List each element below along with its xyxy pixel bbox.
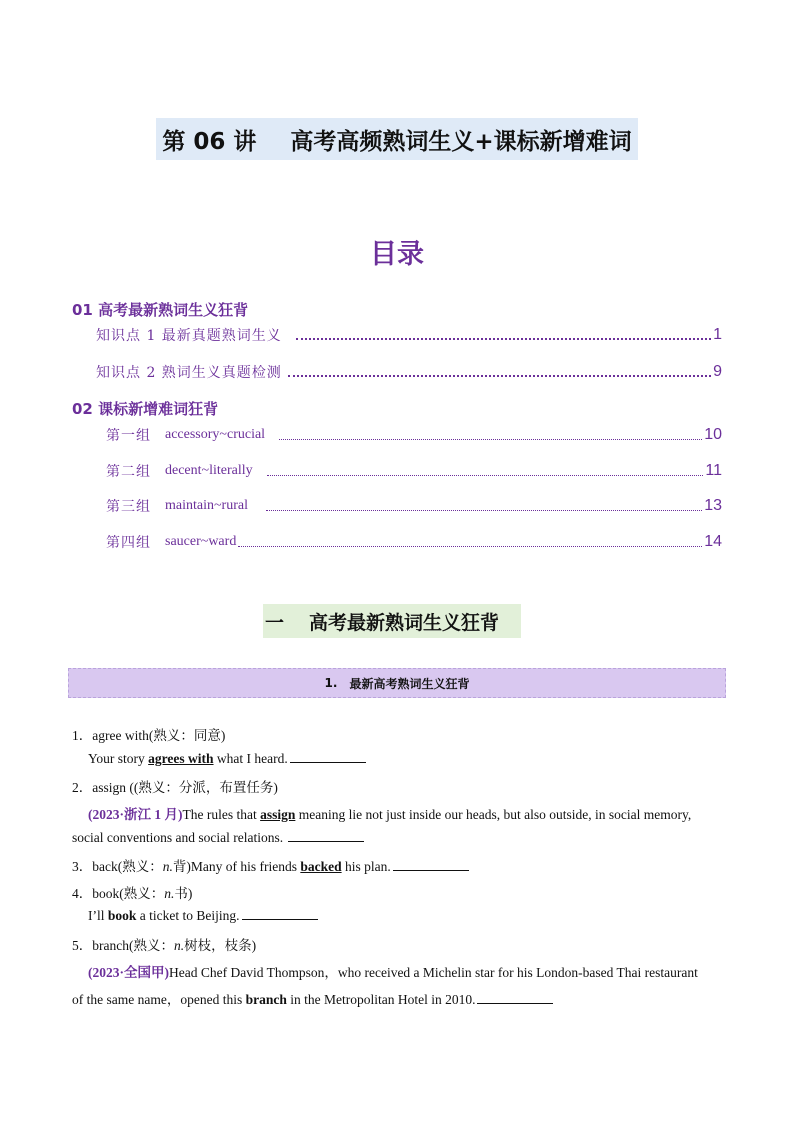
example-text: The rules that (182, 807, 261, 822)
answer-blank[interactable] (290, 761, 366, 763)
toc-entry-label: 知识点 1 最新真题熟词生义 (96, 328, 282, 344)
toc-entry-range: decent~literally (165, 463, 253, 478)
item-1-heading: 1．agree with(熟义：同意) (72, 728, 226, 743)
toc-entry[interactable] (106, 495, 722, 517)
part-of-speech: n. (162, 859, 173, 874)
toc-entry[interactable] (96, 324, 722, 346)
toc-entry-label: 第二组 (106, 464, 151, 480)
example-text: I’ll (88, 908, 108, 923)
part-title: 高考最新熟词生义狂背 (309, 611, 500, 634)
item-5-example (88, 961, 698, 981)
toc-entry-range: maintain~rural (165, 498, 248, 513)
example-text: a ticket to Beijing. (136, 908, 240, 923)
toc-entry-range: saucer~ward (165, 534, 237, 549)
item-2-heading: 2．assign ((熟义：分派，布置任务) (72, 780, 278, 795)
toc-section-01[interactable]: 01 高考最新熟词生义狂背 (72, 301, 249, 319)
keyword: book (107, 908, 137, 923)
lecture-topic: 高考高频熟词生义+课标新增难词 (290, 128, 632, 155)
item-4-example (88, 908, 318, 924)
item-1-example (88, 751, 366, 767)
toc-entry-range: accessory~crucial (165, 427, 266, 442)
toc-entry-label: 第一组 (106, 428, 151, 444)
subsection-heading (68, 668, 726, 698)
example-text: Your story (88, 751, 149, 766)
example-text: Head Chef David Thompson，who received a Michelin star for his London-based Thai restaurant (169, 965, 698, 980)
toc-page-number: 10 (704, 426, 722, 443)
item-heading-text: 书) (174, 886, 193, 901)
lecture-title-band (156, 118, 638, 160)
toc-entry[interactable] (106, 531, 722, 553)
example-text: what I heard. (213, 751, 288, 766)
toc-leader-dots (267, 473, 704, 476)
item-heading-text: 3．back(熟义： (72, 859, 163, 874)
part-one-heading (263, 604, 521, 638)
answer-blank[interactable] (477, 1002, 553, 1004)
answer-blank[interactable] (393, 869, 469, 871)
keyword: agrees with (148, 751, 214, 766)
toc-heading: 目录 (370, 239, 424, 270)
example-text: social conventions and social relations. (72, 830, 287, 845)
example-text: in the Metropolitan Hotel in 2010. (286, 992, 476, 1007)
toc-section-02[interactable]: 02 课标新增难词狂背 (72, 400, 219, 418)
toc-entry[interactable] (96, 361, 722, 383)
lecture-number: 第 06 讲 (162, 128, 257, 155)
exam-source: (2023·全国甲) (88, 965, 169, 980)
item-2-example-cont (72, 830, 364, 846)
answer-blank[interactable] (242, 918, 318, 920)
toc-page-number: 9 (713, 363, 722, 380)
item-5-heading (72, 934, 256, 954)
item-5-example-cont (72, 988, 553, 1008)
item-heading-text: 5．branch(熟义： (72, 938, 174, 953)
example-text: his plan. (341, 859, 391, 874)
example-text: 背)Many of his friends (172, 859, 301, 874)
subsection-title: 最新高考熟词生义狂背 (349, 676, 470, 691)
part-of-speech: n. (164, 886, 175, 901)
toc-leader-dots (279, 437, 702, 440)
toc-leader-dots (266, 508, 702, 511)
keyword: backed (300, 859, 342, 874)
toc-page-number: 13 (704, 497, 722, 514)
item-heading-text: 树枝，枝条) (184, 938, 257, 953)
part-of-speech: n. (173, 938, 185, 953)
example-text: of the same name，opened this (72, 992, 246, 1007)
toc-page-number: 1 (713, 326, 722, 343)
keyword: assign (260, 807, 296, 822)
item-4-heading (72, 882, 192, 902)
toc-leader-dots (238, 544, 702, 547)
answer-blank[interactable] (288, 840, 364, 842)
toc-entry[interactable] (106, 424, 722, 446)
toc-entry[interactable] (106, 460, 722, 482)
toc-entry-label: 第四组 (106, 535, 151, 551)
toc-entry-label: 第三组 (106, 499, 151, 515)
item-2-example (88, 803, 691, 823)
toc-page-number: 14 (704, 533, 722, 550)
keyword: branch (245, 992, 287, 1007)
toc-leader-dots (296, 336, 711, 340)
part-number: 一 (265, 611, 285, 634)
toc-page-number: 11 (705, 462, 722, 479)
example-text: meaning lie not just inside our heads, but also outside, in social memory, (295, 807, 692, 822)
toc-entry-label: 知识点 2 熟词生义真题检测 (96, 365, 282, 381)
item-3-line (72, 855, 469, 875)
exam-source: (2023·浙江 1 月) (88, 807, 183, 822)
item-heading-text: 4．book(熟义： (72, 886, 165, 901)
toc-leader-dots (288, 373, 711, 377)
subsection-number: 1. (324, 676, 338, 690)
